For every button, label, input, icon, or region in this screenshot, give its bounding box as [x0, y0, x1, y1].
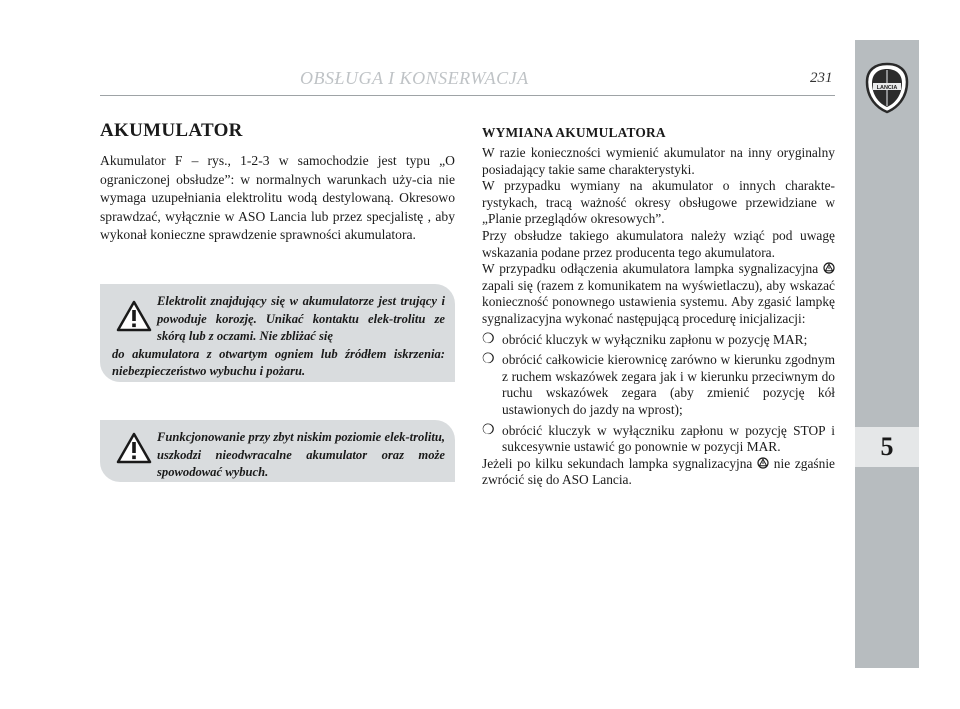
list-item	[482, 423, 835, 456]
list-item-text: obrócić kluczyk w wyłączniku zapłonu w pozycję STOP i sukcesywnie ustawić go ponownie w pozycji MAR.	[502, 422, 835, 455]
right-column	[482, 125, 835, 489]
svg-text:LANCIA: LANCIA	[876, 85, 898, 91]
steering-warning-lamp-icon	[757, 457, 769, 469]
page-number: 231	[810, 70, 833, 86]
warning-box-low-level	[100, 420, 455, 482]
bullet-icon: ❍	[482, 331, 495, 347]
paragraph-4-start: W przypadku odłączenia akumulatora lampka sygnalizacyjna	[482, 261, 819, 277]
subsection-title: WYMIANA AKUMULATORA	[482, 125, 666, 140]
intro-paragraph: Akumulator F – rys., 1-2-3 w samochodzie jest typu „O ograniczonej obsłudze”: w normalnych warunkach uży-cia nie wymaga uzupełniania elektrolitu wodą destylowaną. Okresowo sprawdzać, wyłącznie w ASO Lancia lub przez specjalistę , aby wykonał konieczne sprawdzenie sprawności akumulatora.	[100, 153, 455, 242]
left-column	[100, 120, 455, 245]
warning-text-indented: Elektrolit znajdujący się w akumulatorze jest trujący i powoduje korozję. Unikać kontaktu elek-trolitu ze skórą lub z oczami. Nie zbliżać się	[157, 294, 445, 343]
paragraph-4-end: zapali się (razem z komunikatem na wyświetlaczu), aby wskazać konieczność ponownego ustawienia systemu. Aby zgasić lampkę sygnalizacyjna wykonać następującą procedurę inicjalizacji:	[482, 277, 835, 326]
paragraph-3: Przy obsłudze takiego akumulatora należy wziąć pod uwagę wskazania podane przez producenta tego akumulatora.	[482, 227, 835, 260]
paragraph-2: W przypadku wymiany na akumulator o innych charakte-rystykach, tracą ważność okresy obsługowe przewidziane w „Planie przeglądów okresowych”.	[482, 178, 835, 227]
paragraph-5-start: Jeżeli po kilku sekundach lampka sygnalizacyjna	[482, 455, 753, 471]
list-item	[482, 332, 835, 349]
warning-text-indented: Funkcjonowanie przy zbyt niskim poziomie elek-trolitu, uszkodzi nieodwracalne akumulator oraz może spowodować wybuch.	[157, 430, 445, 479]
bullet-icon: ❍	[482, 352, 495, 368]
running-head: OBSŁUGA I KONSERWACJA	[300, 68, 529, 88]
list-item-text: obrócić kluczyk w wyłączniku zapłonu w pozycję MAR;	[502, 331, 808, 347]
paragraph-1: W razie konieczności wymienić akumulator na inny oryginalny posiadający takie same charakterystyki.	[482, 145, 835, 177]
bullet-icon: ❍	[482, 422, 495, 438]
paragraph-5-end: nie zgaśnie zwrócić się do ASO Lancia.	[482, 455, 835, 488]
chapter-number-tab: 5	[855, 427, 919, 467]
warning-box-electrolyte	[100, 284, 455, 382]
steering-warning-lamp-icon	[823, 262, 835, 274]
section-title: AKUMULATOR	[100, 120, 243, 141]
paragraph-4	[482, 261, 835, 327]
chapter-side-bar	[855, 40, 919, 668]
warning-triangle-icon	[116, 300, 152, 332]
list-item	[482, 352, 835, 418]
lancia-shield-icon	[865, 62, 909, 114]
warning-text-full: do akumulatora z otwartym ogniem lub źródłem iskrzenia: niebezpieczeństwo wybuchu i pożaru.	[112, 346, 445, 378]
warning-triangle-icon	[116, 432, 152, 464]
paragraph-5	[482, 456, 835, 489]
header-rule	[100, 95, 835, 96]
list-item-text: obrócić całkowicie kierownicę zarówno w kierunku zgodnym z ruchem wskazówek zegara jak i w kierunku przeciwnym do ruchu wskazówek zegara (aby zmienić pozycję kół ustawionych do jazdy na wprost);	[502, 352, 835, 417]
